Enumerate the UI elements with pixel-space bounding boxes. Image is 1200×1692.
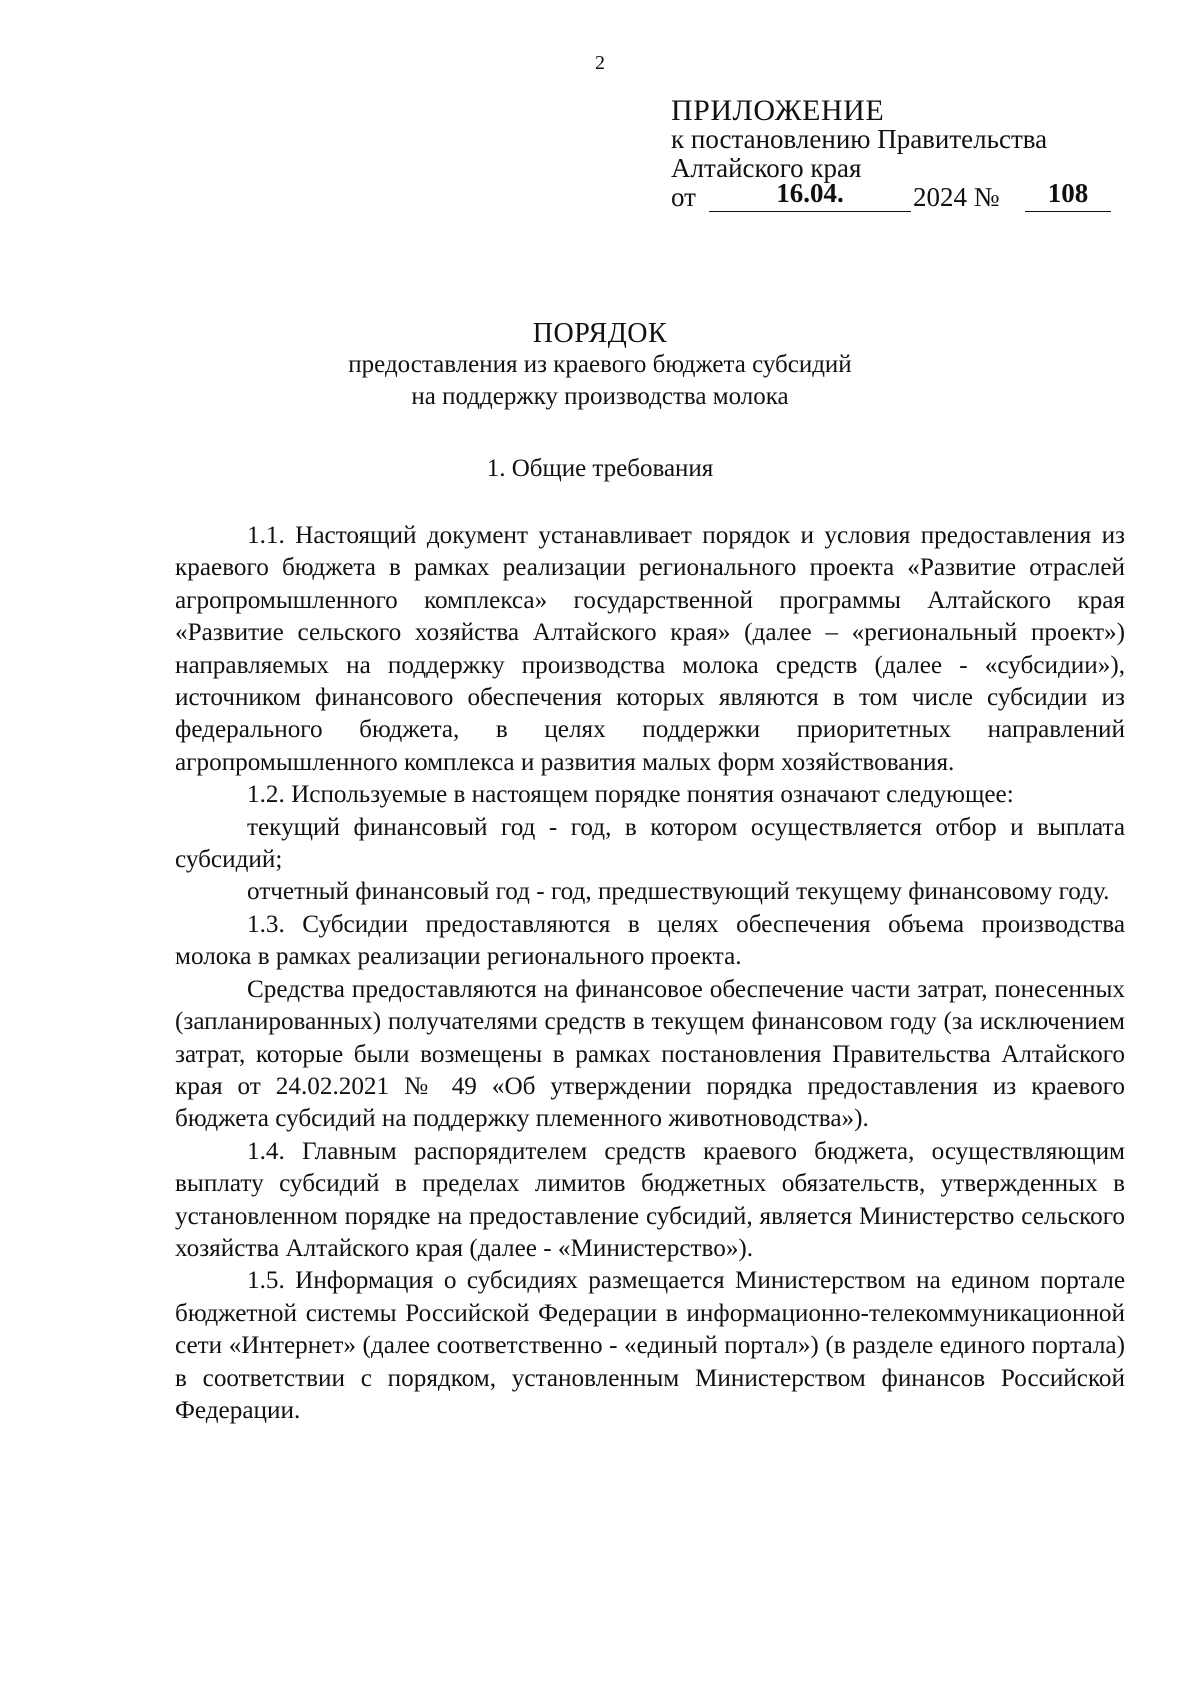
appendix-title: ПРИЛОЖЕНИЕ: [671, 94, 885, 127]
year-label: 2024 №: [913, 182, 1000, 212]
document-title: ПОРЯДОК: [532, 318, 668, 349]
definition-current-year: текущий финансовый год - год, в котором осуществляется отбор и выплата субсидий;: [175, 813, 1125, 874]
section-heading: 1. Общие требования: [486, 455, 714, 482]
number-field: [1025, 178, 1111, 212]
definition-reporting-year: отчетный финансовый год - год, предшествующий текущему финансовому году.: [247, 878, 1110, 906]
paragraph-1-2: 1.2. Используемые в настоящем порядке понятия означают следующее:: [247, 781, 1014, 809]
document-body: [175, 520, 1125, 1427]
date-value: 16.04.: [776, 178, 844, 208]
appendix-date-row: [671, 178, 1089, 213]
document-subtitle-line-1: предоставления из краевого бюджета субсидий: [348, 351, 852, 378]
document-subtitle-line-2: на поддержку производства молока: [411, 383, 789, 410]
page-number: 2: [595, 52, 605, 74]
date-field: [709, 178, 911, 212]
from-label: от: [671, 182, 696, 212]
paragraph-1-4: 1.4. Главным распорядителем средств краевого бюджета, осуществляющим выплату субсидий в пределах лимитов бюджетных обязательств, утвержденных в установленном порядке на предоставление субсидий, является Министерство сельского хозяйства Алтайского края (далее - «Министерство»).: [175, 1137, 1125, 1262]
paragraph-1-3: 1.3. Субсидии предоставляются в целях обеспечения объема производства молока в рамках реализации регионального проекта.: [175, 910, 1125, 971]
paragraph-funds: Средства предоставляются на финансовое обеспечение части затрат, понесенных (запланированных) получателями средств в текущем финансовом году (за исключением затрат, которые были возмещены в рамках постановления Правительства Алтайского края от 24.02.2021 № 49 «Об утверждении порядка предоставления из краевого бюджета субсидий на поддержку племенного животноводства»).: [175, 975, 1125, 1133]
paragraph-1-1: 1.1. Настоящий документ устанавливает порядок и условия предоставления из краевого бюджета в рамках реализации регионального проекта «Развитие отраслей агропромышленного комплекса» государственной программы Алтайского края «Развитие сельского хозяйства Алтайского края» (далее – «региональный проект») направляемых на поддержку производства молока средств (далее - «субсидии»), источником финансового обеспечения которых являются в том числе субсидии из федерального бюджета, в целях поддержки приоритетных направлений агропромышленного комплекса и развития малых форм хозяйствования.: [175, 522, 1125, 776]
appendix-block: [671, 94, 1089, 213]
appendix-line-1: к постановлению Правительства: [671, 124, 1048, 154]
number-value: 108: [1047, 178, 1089, 208]
paragraph-1-5: 1.5. Информация о субсидиях размещается Министерством на едином портале бюджетной системы Российской Федерации в информационно-телекоммуникационной сети «Интернет» (далее соответственно - «единый портал») (в разделе единого портала) в соответствии с порядком, установленным Министерством финансов Российской Федерации.: [175, 1267, 1125, 1424]
appendix-line-2: Алтайского края: [671, 153, 862, 183]
